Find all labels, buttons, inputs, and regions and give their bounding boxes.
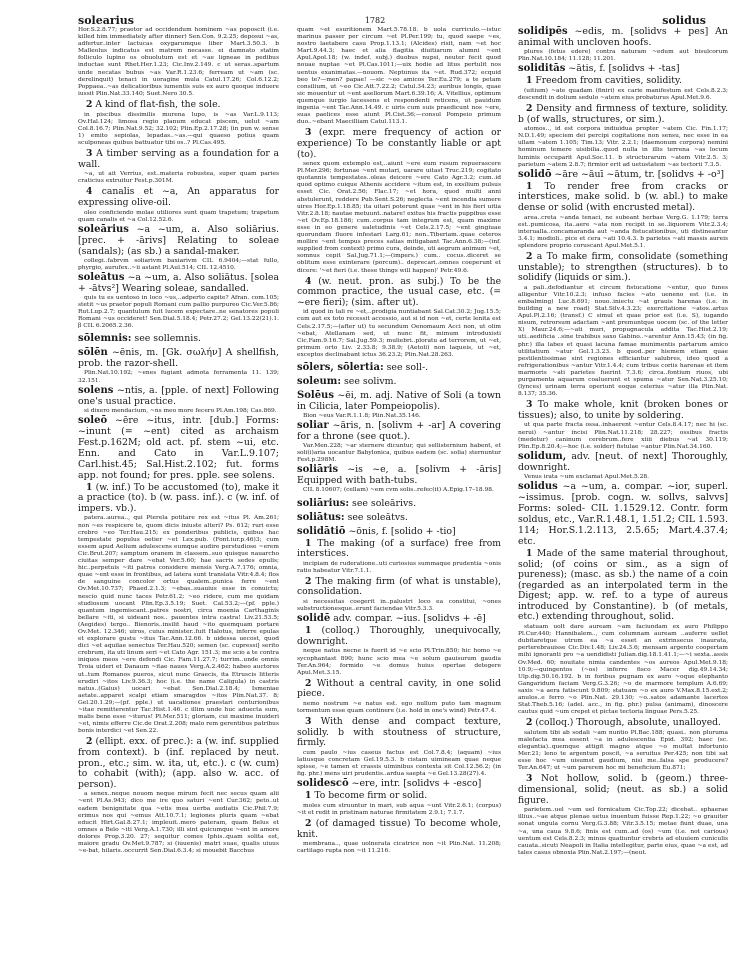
- entry-definition: ~ātis, f. [solidvs + -tas]: [568, 63, 680, 75]
- dictionary-entry: [297, 778, 501, 789]
- sense-number: 3: [86, 148, 93, 159]
- headword: sōlemnis:: [78, 333, 132, 345]
- entry-definition: ~ēi, m. adj. Native of Soli (a town in Cilicia, later Pompeiopolis).: [297, 390, 501, 413]
- dictionary-entry: [518, 63, 728, 74]
- citation-block: patera..aurea.., qui Pterela potitare rex est ~itus Pl. Am.261; non ~es respicere te, quom dicis iniuste alteri? Ps. 612; ruri esse crebro ~eo Ter.Hau.215; ex ponderibus publicis, quibus hac tempestate populus oetier ~et Lex.pub. (Font.iur.p.46)3; cum essem apud Aelium adulescens eumque audire perstudiose ~erem Cic.Brut.207; samptum oranem in classem..suo quisque nauarcho ciuitas semper dare ~ebat Ver.5.60; hae sacris sedes epulis; hic..perpetuis ~iti patres considere mensis Verg.A.7.176; omnia, quae ~ent esse in frontibus, ad latera sunt translata Vitr.4.8.4; flos de sanguine concolor ortus qualem..punica ferre ~ent Ov.Met.10.737; Phaed.2.1.3; ~ebas..suauius esse in conuictu; nescio quid nunc taces Petr.61.2; ~eo ridere, cum me quidam studiosum uocant Plin.Ep.3.5.19; Suet. Cal.53.2;—(pf. pple.) quantum ingemiscant..patres nostri, circa moenia Carthaginis bellare ~iti, si uideant nos.. pauentes intra castra! Liv.21.53.5; (Aegides) tergo.. Bienoris..insilit haud ~ito quemquam portare Ov.Met. 12.346; uiros, cuius minister..fuit Halotus, inferre epulas et explorare gustu ~itus Tac.Ann.12.66. b uidessa uecost, quod dici ~et aquilae senectus Ter.Hau.520; semen (sc. cupressi] serito crebrum, ita uti linum seri ~et Cato Agr. 151.3; me scio a te contra iniquos meos ~ere defendi Cic. Fam.11.27.7; turrim..unde omnis Troia uideri et Danaum ~itae naues Verg.A.2.462; habeo auctores ut..tum Romanos pueros, sicut nunc Graecis, ita Etruscis litteris erudiri ~itos Liv.9.36.3; hoc (i.e. the name Caligula) in castris natus..(Gaius) uocari ~ebat Sen.Dial.2.18.4; Ismeniae aetate..apparet scalpi etiam smaragdos ~itos Plin.Nat.37. 8; Gel.20.1.29;—(pf. pple.) ut uacationes praestari centurionibus ~itae remitterentur Tac.Hist.1.46. c illim unde huc aduecta sum, malis bene esse ~iturus! Pl.Mer.511; gloriam, cui maxime inuideri ~et, nimis efferre Cic.de Orat.2.208; malo rem gerentibus patribus bonis interdici ~et Sen.22.: [78, 515, 279, 735]
- citation-block: atomos.., id est corpora indiuidua propter ~atem Cic. Fin.1.17; N.D.1.49; speciem dei percipi cogitatione non sensu, nec esse in ea ullam ~atem 1.105; Tim.13; Vitr. 2.2.1; (daemonum corpora) nemini hominum temere uisibilia..quod nulla in illis terrena ~as locum luminis occuparit Apul.Soc.11. b structurarum ~atem Vitr.2.5. 3; parietum ~atem 2.8.7; firmior erit ad uetustatem ~as tectorii 7.3.5.: [518, 126, 728, 168]
- sense-number: 3: [526, 399, 533, 411]
- headword: soliārius:: [297, 497, 350, 509]
- citation-block: si dixero mendacium, ~ns meo more fecero Pl.Am.198; Cas.869.: [84, 407, 277, 414]
- citation-block: CIL 8.10607; (cellam) ~em cvm solis..refec(it) A.Epig.17–18.98.: [303, 487, 494, 494]
- cross-reference-target: see soleārivs.: [352, 497, 417, 509]
- entry-definition: ~ēre ~itus, intr. [dub.] Forms: ~inunt (= ~ent) cited as archaism Fest.p.162M; old act. pf. stem ~ui, etc. Enn. and Cato in Var.L.9.107; Carl.hist.45; Sal.Hist.2.102; fut. forms app. not found; for pres. pple. see solens.: [78, 414, 279, 481]
- headword: solidescō: [297, 778, 349, 790]
- headword: soleārius: [78, 223, 129, 235]
- cross-reference-entry: [78, 333, 279, 344]
- dictionary-entry: [518, 481, 728, 547]
- sense-number: 3: [305, 127, 312, 139]
- cross-reference-entry: [297, 376, 501, 387]
- dictionary-entry: [297, 420, 501, 442]
- sense-definition: [78, 149, 279, 170]
- citation-block: a pali..defodiantur et circum fistucatione ~entur, quo funes alligentur Vitr.10.2.3; infuso facies ~ato ueneno est (i.e. in embalming) Luc.8.691; nouo..iniectu ~at grauis harenas (i.e. in building a new road) Stat.Silv.4.3.23; exercitatione ~atos..artus Apul.Pl.2.16; (transf.) C simul et quae prior est (i.e. S), iugando nisum, retrorsum adactam ~ant premuntque uocem (sc. of the letter X) Maur.24.6;—~ati muri, propugnacula addita Tac.Hist.2.19; uti..aedificia ..sine trabibus saxo Gabino..~arentur Ann.15.43; (in fig. phr.) illa labes et quasi lacuna famae munimentis partarum amico utilitatium ~atur Gel.1.3.23. b quod..per hiemem etiam quae pestilentissimae sint regiones efficiantur salubres, ideo quod a refrigerationibus ~antur Vitr.1.4.4; cum tribus coriis harenae et item marmoris ~ati parietes fuerint 7.3.6; circa..fontium riuos, ubi purgamenta aquarum coaluerunt et spuma ~atur Sen.Nat.3.25.10; (lynces) urinam terra operiunt eoque celerius ~atur illa Plin.Nat. 8.137; 35.36.: [518, 284, 728, 398]
- sense-definition: [518, 718, 728, 729]
- sense-number: 1: [526, 547, 533, 559]
- sense-text: A kind of flat-fish, the sole.: [95, 98, 221, 110]
- headword: soleātus: [78, 271, 125, 283]
- sense-definition: [297, 819, 501, 840]
- sense-text: (of damaged tissue) To become whole, knit.: [297, 818, 501, 840]
- citation-block: collegi..fabrvm soliarivm baxiarivm CIL 6.9404;—stat fullo, phyrgio, aurufex..~ii astant Pl.Aul.514; CIL 12.4510.: [78, 257, 279, 271]
- cross-reference-target: see solivm.: [344, 376, 397, 388]
- sense-definition: [297, 577, 501, 598]
- dictionary-entry: [518, 169, 728, 180]
- sense-definition: [518, 182, 728, 214]
- sense-text: With dense and compact texture, solidly. b with stoutness of structure, firmly.: [297, 716, 501, 749]
- citation-block: neque natus necne is fuerit id ~e scio Pl.Trin.850; hic homo ~e sycophantast 890; hunc scio mea ~e solum gauisurum gaudia Ter.An.964; formido ~e domus huius opertae detegere Apul.Met.3.15.: [297, 648, 501, 676]
- page-number: 1782: [364, 16, 386, 25]
- headword: solidō: [518, 168, 552, 180]
- entry-definition: ~is ~e, a. [solivm + -āris] Equipped with bath-tubs.: [297, 464, 501, 487]
- citation-block: incipiam de ruderatione..uti curiosius summaque prudentia ~onis ratio habeatur Vitr.7.1.1.: [297, 560, 501, 574]
- sense-number: 2: [526, 717, 533, 729]
- dictionary-entry: [78, 415, 279, 481]
- sense-number: 1: [305, 625, 312, 637]
- dictionary-entry: [297, 464, 501, 486]
- entry-definition: ~a ~um, a. Also soliātus. [solea + -ātvs²] Wearing soleae, sandalled.: [78, 271, 279, 294]
- sense-number: 2: [526, 102, 533, 114]
- sense-definition: [297, 128, 501, 160]
- citation-block: nemo nostrum ~e natus est. ego nullum puto tam magnum tormentum esse quam continere (i.e. hold in one's wind) Petr.47.4.: [297, 701, 501, 715]
- citation-block: cum paulo ~ius caseus factus est Col.7.8.4; (aquam) ~ius latiusque concretam Gel.19.5.3. b cistam uimineam quae neque spisse, ~e tamen et crassis uiminibus contexta sit Col.12.56.2; (in fig. phr.) mens uiri prudentis..ardua saepta ~e Gel.13.28(27).4.: [297, 749, 501, 778]
- sense-text: To become firm or solid.: [314, 790, 428, 802]
- sense-definition: [518, 549, 728, 623]
- sense-definition: [518, 774, 728, 806]
- citation-block: ut qua parte fracta ossa..inhaerent ~entur Cels.8.4.17; nec hi (sc. nerui) ~antur incisi Plin.Nat.11.218; 28.227; ossibus fractis (medetur) caninum cerebrum..fere xiiii diebus ~at 30.119; Plin.Ep.8.20.4;—hoc (i.e. solder) fistulae ~antur Plin.Nat.34.160.: [518, 422, 728, 450]
- dictionary-entry: [518, 26, 728, 48]
- sense-definition: [518, 400, 728, 421]
- sense-definition: [297, 277, 501, 309]
- sense-definition: [518, 252, 728, 284]
- column-2: [297, 26, 501, 856]
- citation-block: quam ~et esuritionem Mart.5.78.18. b uola curriculo.—istuc marinus passer per circum ~et Pl.Per.199; tu, quod saepe ~es, nostro laetabere casu Prop.1.13.1; (Alcides) risit, nam ~et hoc Mart.9.44.3; haec et alia flagitia diuitiarum alumni ~ent Apul.Apol.18; (w. indef. subj.) duobus nupsi, neuter fecit quod nouae nuptae ~et Pl.Cas.1011;—uix hodie ad litus pertulit nos uentus exanimatas.—nouom. Neptunus ita ~et. Rud.372; ecquid beo te?—men? papae! —sic ~eo amicos Ter.Eu.279; a te petam consilium, ut ~eo Cic.Att.7.22.2; Catul.34.23; auribus longis, quae sic mouentur ut ~ent asellorum Mart.6.39.16; A. Vitellius, optimum quemque iurgio lacessens et respondenti reticens, ut pauidum ingenia ~ent Tac.Ann.14.49. c uiris cum suis praedicunt nos ~ere, suas paelices esse aiunt Pl.Cist.36;—consul Pompeio primum duo..~ebant Maecilliam Catul.113.1.: [297, 27, 501, 126]
- headword: soliātus:: [297, 511, 345, 523]
- headword: solens: [78, 384, 114, 396]
- sense-number: 1: [526, 180, 533, 192]
- dictionary-entry: [78, 385, 279, 407]
- headword: sōlers, sōlertia:: [297, 362, 384, 374]
- cross-reference-target: see sollemnis.: [134, 333, 202, 345]
- cross-reference-entry: [297, 498, 501, 509]
- sense-number: 2: [86, 736, 93, 748]
- sense-text: (expr. mere frequency of action or experience) To be constantly liable or apt (to).: [297, 127, 501, 160]
- cross-reference-target: see soll-.: [386, 362, 429, 374]
- sense-number: 2: [86, 98, 93, 110]
- dictionary-entry: [297, 526, 501, 537]
- citation-block: (uitium) ~ate quadam (finiri) ex carie manifestum est Cels.8.2.3; descendit in dolium sedulo ~atem eius probaturus Apul.Met.9.6.: [518, 87, 728, 101]
- headword: solidē: [297, 613, 331, 625]
- sense-definition: [78, 737, 279, 790]
- sense-number: 2: [305, 818, 312, 830]
- sense-definition: [78, 187, 279, 208]
- entry-definition: ~edis, m. [solidvs + pes] An animal with uncloven hoofs.: [518, 26, 728, 48]
- citation-block: a senex..neque nouom neque mirum fecit nec secus quam alii ~ent Pl.As.943; dico me ire quo saturi ~ent Cur.362; peto..ut eadem benignitate qua ~etis mea uerba audiatis Cic.Phil.7.9; erimus nos qui ~emus Att.10.7.1; legiones pluris quam ~ebat educit Hirt.Gal.8.27.1; impleuit..mero pateram, quam Belus et omnes a Belo ~iti Verg.A.1.730; illi sint quicumque ~ent in amore dolores Prop.3.20. 27; sequitur comes Iphis..quam solita est, maiore gradu Ov.Met.9.787; si (iuuenis) matri suae, qualis uiuus ~e-bat, hilaris..occurrit Sen.Dial.6.3.4; si mouebit Bacchus: [78, 791, 279, 855]
- sense-number: 2: [305, 677, 312, 689]
- entry-definition: ~ōnis, f. [solido + -tio]: [348, 525, 456, 537]
- sense-text: (w. neut. pron. as subj.) To be the common practice, the usual case, etc. (= ~ere fieri); (sim. after ut).: [297, 275, 501, 308]
- sense-text: Made of the same material throughout, solid; (of coins or sim., as a sign of pureness); (masc. as sb.) the name of a coin (regarded as an interpolated term in the Digest; app. w. ref. to a type of aureus introduced by Constantine). b (of metals, etc.) extending throughout, solid.: [518, 547, 728, 623]
- sense-text: Without a central cavity, in one solid piece.: [297, 677, 501, 700]
- citation-block: si necessitas coegerit in..palustri loco ea constitui, ~ones substructionesque..erunt faciendae Vitr.5.3.3.: [297, 599, 501, 613]
- citation-block: Bion ~eus Var.R.1.1.8; Plin.Nat.35.146.: [303, 413, 421, 420]
- sense-number: 1: [86, 481, 93, 493]
- sense-definition: [518, 76, 728, 87]
- cross-reference-target: see soleātvs.: [347, 511, 408, 523]
- sense-text: (w. inf.) To be accustomed (to), make it a practice (to). b (w. pass. inf.). c (w. inf. of impers. vb.).: [78, 481, 279, 514]
- entry-definition: adv. [neut. of next] Thoroughly, downright.: [518, 450, 728, 473]
- headword: Solēus: [297, 390, 334, 402]
- entry-definition: ~a ~um, a. Also soliārius. [prec. + -ārivs] Relating to soleae (sandals); (as sb.) a sandal-maker.: [78, 223, 279, 257]
- running-head-first-word: solearius: [78, 14, 134, 27]
- sense-text: Density and firmness of texture, solidity. b (of walls, structures, or sim.).: [518, 102, 728, 125]
- citation-block: area..creta ~anda tenaci, ne subeant herbae Verg.G. 1.179; terra est..pumicosa, ita..aere ~ata non recipit in se..liquorem Vitr.2.3.4; interualla..concamaranda aut ~anda fistucationibus, uti distineantur 3.4.1; modioli.. pice et cera ~ati 10.4.3. b parietes ~ati massis aureis splendore proprio coruscant Apul.Met.5.1.: [518, 214, 728, 249]
- sense-text: canalis et ~a, An apparatus for expressing olive-oil.: [78, 186, 279, 208]
- sense-definition: [297, 626, 501, 647]
- running-head-last-word: solidus: [662, 14, 706, 27]
- citation-block: Venus irata ~um exclamat Apul.Met.5.28.: [524, 473, 649, 480]
- citation-block: parietem..uel ~um uel fornicatum Cic.Top.22; dicebat.. sphaerae illius..~ae atque plenae uetus inuentum fuisse Rep.1.22; ~o grauiter sonat ungula cornu Verg.G.3.88; Vitr.3.5.15; metae fiunt duae, una ~a, una caua 9.8.6; finis est cum..ad (os) ~um (i.e. not carious) uentum est Cels.8.2.3; minus quatiuntur crebris ad eluuiem cuniculis cauata..sicuti Neapoli in Italia intellegitur, parte eius, quae ~a est, ad tales casus obnoxia Plin.Nat.2.197;—(neut.: [518, 807, 728, 856]
- citation-block: salutem tibi ab sodali ~am nuntio Pl.Bac.188; quasi.. non pluruma malefacta mea essent ~a in adulescentia Epid. 392; haec (sc. elegantia)..quemque attigit magno atque ~o multat infortunio Mer.21; leno te argentum poscit, ~a seruitus Per.425; non tibi sat esse hoc ~um uisumst gaudium, nisi me..falsa spe producere? Ter.An.647; ut ~um parerem hoc mi beneficium Eu.871;: [518, 729, 728, 772]
- headword: soliditās: [518, 63, 566, 75]
- sense-number: 1: [305, 537, 312, 549]
- sense-text: (colloq.) Thorough, absolute, unalloyed.: [535, 717, 721, 729]
- sense-definition: [297, 539, 501, 560]
- citation-block: in piscibus dissimilis murena lupo, is ~as Var.L.9.113; Ov.Hal.124; limosa regio planum educat piscem, uelut ~am Col.8.16.7; Plin.Nat.9.52; 32.102; Plin.Ep.2.17.28; (in pun w. sense 1) emito sepiolas, lepadas..~as.—qui quaeso potius quam sculponeas quibus battuatur tibi os..? Pl.Cas.495.: [78, 111, 279, 146]
- entry-definition: ~a ~um, a. compar. ~ior, superl. ~issimus. [prob. cogn. w. sollvs, salvvs] Forms: soled- CIL 1.1529.12. Contr. form soldus, etc., Var.R.1.48.1, 1.51.2; CIL 1.593. 114; Hor.S.1.2.113, 2.5.65; Mart.4.37.4; etc.: [518, 480, 728, 547]
- headword: sōlēn: [78, 347, 108, 359]
- sense-number: 4: [86, 186, 93, 198]
- sense-text: To render free from cracks or interstices, make solid. b (w. abl.) to make dense or solid (with encrusted metal).: [518, 180, 728, 213]
- dictionary-entry: [78, 347, 279, 369]
- sense-text: The making (of a surface) free from interstices.: [297, 537, 501, 560]
- dictionary-entry: [297, 390, 501, 412]
- headword: soliāris: [297, 464, 339, 476]
- sense-text: Freedom from cavities, solidity.: [535, 75, 682, 87]
- headword: soleum:: [297, 376, 342, 388]
- sense-number: 1: [305, 790, 312, 802]
- dictionary-entry: [297, 613, 501, 624]
- sense-text: (colloq.) Thoroughly, unequivocally, downright.: [297, 625, 501, 647]
- sense-definition: [518, 104, 728, 125]
- citation-block: ~a, ut ait Verrius, est..materia robustea, super quam paries craticius extruitur Fest.p.301M.: [78, 171, 279, 185]
- citation-block: quis tu es uentoso in loco ~us,..adperto capite? Afran. com.105; stetit ~us praetor populi Romani cum pallio purpureo Cic.Ver.5.86; Rut.Lup.2.7; quantulum fuit lucem expectare..ne senatores populi Romani ~us occideret! Sen.Dial.5.18.4; Petr.27.2; Gel.13.22(21).1. β CIL 6.2065.2.36.: [78, 294, 279, 330]
- dictionary-entry: [78, 224, 279, 257]
- headword: soliar: [297, 420, 329, 432]
- citation-block: senex quom extemplo est,..aiunt ~ere eum rusum repuerascere Pl.Mer.296; fortunae ~ent mutari, uarare uitast Truc.219; cogitato quotannis tempestates..oleas deicere ~ere Cato Agr.3.2; cum..id quod optimo cuique Athenis accidere ~itum est, in exsilium pulsus esset Cic. Orat.2.56; Flac.17; ~et hora, quod multi anni abstulerunt, reddere Pub.Sent.S.26; neglecta ~ent incendia sumere uires Hor.Ep.1.18.85; ita uitari poterunt quae ~ent in his fieri uitia Vitr.2.8.18; nautae metuunt..natare! exitus his fractis puppibus esse ~et Ov.Ep.18.186; cum..corpus tam integrum est, quam maxime esse in eo genere ualetudinis ~et Cels.2.17.5; ~ent gingiuae quorundam fluore infestari Larg.61; non..Tiberiam..quae ceteros mollire ~ent tempus preces satias mitigabant Tac.Ann.6.38;—(inf. supplied from context) primo cura, deinde, uti aegrum animum ~et, somnus cepit Sal.Jug.71.1;—(impers.) cum.. cocus..diceret se oblitum esse exinterare (porcum).. deprecari..omnes coeperunt et dicere: '~et fieri (i.e. these things will happen)' Petr.49.6.: [297, 161, 501, 274]
- sense-text: To make whole, knit (broken bones or tissues); also, to unite by soldering.: [518, 399, 728, 421]
- sense-text: a To make firm, consolidate (something unstable); to strengthen (structures). b to solidify (liquids or sim.).: [518, 250, 728, 284]
- sense-text: A timber serving as a foundation for a wall.: [78, 148, 279, 170]
- sense-number: 3: [526, 773, 533, 785]
- column-3: [518, 26, 728, 857]
- entry-definition: ~āris, n. [solivm + -ar] A covering for a throne (see quot.).: [297, 420, 501, 443]
- citation-block: Hor.S.2.8.77; praetor ad occidendum hominem ~as poposcit (i.e. killed him immediately after dinner) Sen.Con. 9.2.25; deposui ~as, adfertur..inter lactucas oxygarumque liber Mart.3.50.3. b Malleolus indicatus est matrem necasse. ei damnato statim folliculo lupino os obuolutum est et ~ae ligneae in pedibus inductae sunt Rhet.Her.1.23; Cic.Inv.2.149. c ut seras..spartum unde necatas bubus ~as Var.R.1.23.6; ferream ut ~am (sc. derelinquit) tenaci in uoragine mula Catul.17.26; Col.6.12.2; Poppaea..~as delicatioribus iumentis suis ex auro quoque induere iussit Plin.Nat.33.140; Suet.Nero 30.5.: [78, 27, 279, 97]
- column-1: [78, 26, 279, 855]
- entry-definition: ~ere, intr. [solidvs + -esco]: [351, 778, 482, 790]
- dictionary-entry: [518, 451, 728, 473]
- citation-block: id quod in tali re ~et,..prodigia nuntiabant Sal.Cat.30.2; Jug.15.5; cum aut ex toto recessit accessio, aut si id non ~et, certe lenita est Cels.2.17.5;—(after ut) tu secundum Oenomaum Acci non, ut olim ~ebat, Atellanam sed, ut nunc fit, mimum introduxisti Cic.Fam.9.16.7; Sal.Jug.59.3; muliebri..ploratu ad terrorem, ut ~et, primum orto Liv. 2.33.8; 9.38.9; (Aetoli) non laqueis, ut ~et, exceptos declinabant ictus 36.23.2; Plin.Nat.28.263.: [297, 309, 501, 358]
- headword: soleō: [78, 414, 108, 426]
- sense-number: 2: [526, 250, 533, 262]
- sense-text: The making firm (of what is unstable), consolidation.: [297, 575, 501, 598]
- entry-definition: ~ēnis, m. [Gk. σωλήν] A shellfish, prob. the razor-shell.: [78, 347, 279, 370]
- sense-number: 1: [526, 75, 533, 87]
- headword: solidus: [518, 480, 558, 492]
- cross-reference-entry: [297, 512, 501, 523]
- sense-definition: [297, 791, 501, 802]
- sense-text: Not hollow, solid. b (geom.) three-dimensional, solid; (neut. as sb.) a solid figure.: [518, 773, 728, 806]
- dictionary-entry: [78, 272, 279, 294]
- citation-block: statuam uolt dare auream ~am faciundam ex auro Philippo Pl.Cur.440; Hannibalem.., cum columnam auream ..auferre uellet dubitaretque utrum ea ~a esset an extrinsecus inaurata, perterebrauisse Cic.Div.1.48; Liv.24.3.6; mensam argento coopertam mihi ignoranti pro ~a uendidisti Julian.dig.18.1.41.1;—~i sexta..assis Ov.Med. 60; nouitate nimia candentes ~os aureos Apul.Met.9.18; 10.9;—quingentos (~os) inferre fisco Macer dig.49.14.34; Ulp.dig.50.16.192. b in foribus pugnam ex auro ~oque elephanto Gangaridum faciam Verg.G.3.26; ~o de marmore templum A.6.69; saxis ~a aera fatiscunt 9.809; statuam ~o ex auro V.Max.8.15.ext.2; anulos..e ferro ~o Plin.Nat. 29.130; ~o..satos adamante lacertos Stat.Theb.5.16; (adel. acc., in fig. phr.) pulsa (animam), dinoscere cautus quid ~um crepet et pictae tectoria linguae Pers.5.25.: [518, 624, 728, 716]
- cross-reference-entry: [297, 362, 501, 373]
- sense-text: (ellipt. exx. of prec.): a (w. inf. supplied from context). b (inf. replaced by neut. pron., etc.; sim. w. ita, ut, etc.). c (w. cum) to cohabit (with); (app. also w. acc. of person).: [78, 736, 279, 790]
- entry-definition: adv. compar. ~ius. [solidvs + -ē]: [333, 613, 486, 625]
- citation-block: oleo conficiendo molae utiliores sunt quam trapetum; trapetum quam canalis et ~a Col.12.52.6.: [78, 209, 279, 223]
- entry-definition: ~āre ~āuī ~ātum, tr. [solidvs + -o³]: [554, 168, 725, 180]
- sense-definition: [78, 100, 279, 111]
- citation-block: Plin.Nat.10.192; ~enes fugiant admota ferramenta 11. 139; 32.151.: [78, 370, 279, 384]
- headword: solidum,: [518, 450, 567, 462]
- citation-block: moles cum struuntur in mari, sub aqua ~unt Vitr.2.6.1; (corpus) ~it et redit in pristinam naturae firmitatem 2.9.1; 7.1.7.: [297, 802, 501, 817]
- sense-number: 3: [305, 716, 312, 728]
- citation-block: Var.Men.228; ~ar sternere dicuntur, qui sellisternium habent, et soli(i)aria uocantur Babylonica, quibus eadem (sc. solia) sternuntur Fest.p.298M.: [297, 443, 501, 464]
- sense-definition: [78, 483, 279, 515]
- sense-definition: [297, 679, 501, 700]
- headword: solidātiō: [297, 525, 346, 537]
- headword: solidipēs: [518, 26, 568, 37]
- sense-number: 2: [305, 575, 312, 587]
- citation-block: membrana.., quae uolnerata cicatrice non ~it Plin.Nat. 11.208; cartilago rupta non ~it 11.216.: [297, 841, 501, 855]
- sense-number: 4: [305, 275, 312, 287]
- entry-definition: ~ntis, a. [pple. of next] Following one's usual practice.: [78, 384, 279, 407]
- citation-block: plures (fetus edere) contra naturam ~edum aut bisulcorum Plin.Nat.10.184; 11.128; 11.201.: [518, 49, 728, 63]
- sense-definition: [297, 717, 501, 749]
